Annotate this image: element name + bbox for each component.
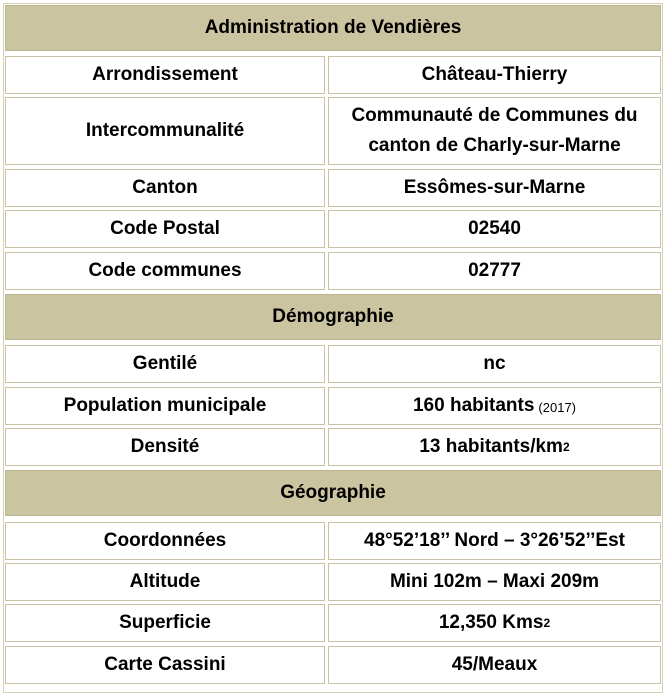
- section-title: Géographie: [5, 470, 661, 516]
- row-value: Château-Thierry: [328, 56, 661, 94]
- row-value: 48°52’18’’ Nord – 3°26’52’’Est: [328, 522, 661, 560]
- row-value-line1: Communauté de Communes du: [351, 105, 638, 126]
- table-row-carte-cassini: [3, 646, 663, 684]
- densite-value: 13 habitants/km: [419, 436, 563, 457]
- population-year: (2017): [538, 400, 576, 415]
- table-row-code-communes: [3, 252, 663, 290]
- row-label: Carte Cassini: [5, 646, 325, 684]
- row-label: Population municipale: [5, 387, 325, 425]
- row-value: Mini 102m – Maxi 209m: [328, 563, 661, 601]
- table-row-arrondissement: [3, 56, 663, 94]
- section-header-geographie: [3, 470, 663, 516]
- row-label: Arrondissement: [5, 56, 325, 94]
- table-row-population: [3, 387, 663, 425]
- section-title: Démographie: [5, 294, 661, 340]
- population-value: 160 habitants: [412, 395, 535, 416]
- row-value: 13 habitants/km 2: [328, 428, 661, 466]
- table-row-superficie: [3, 604, 663, 642]
- row-value-line2: canton de Charly-sur-Marne: [368, 135, 621, 156]
- table-row-coordonnees: [3, 522, 663, 560]
- table-row-altitude: [3, 563, 663, 601]
- row-label: Altitude: [5, 563, 325, 601]
- row-label: Code Postal: [5, 210, 325, 248]
- section-title: Administration de Vendières: [5, 5, 661, 51]
- row-value: 02777: [328, 252, 661, 290]
- row-value: [328, 97, 661, 165]
- row-label: Gentilé: [5, 345, 325, 383]
- row-value: 45/Meaux: [328, 646, 661, 684]
- table-row-code-postal: [3, 210, 663, 248]
- row-label: Canton: [5, 169, 325, 207]
- row-value: Essômes-sur-Marne: [328, 169, 661, 207]
- table-row-gentile: [3, 345, 663, 383]
- table-row-densite: [3, 428, 663, 466]
- row-value: 12,350 Kms 2: [328, 604, 661, 642]
- row-label: Code communes: [5, 252, 325, 290]
- table-row-intercommunalite: [3, 97, 663, 165]
- row-value: nc: [328, 345, 661, 383]
- row-value: [328, 387, 661, 425]
- section-header-administration: [3, 5, 663, 51]
- table-row-canton: [3, 169, 663, 207]
- superficie-value: 12,350 Kms: [438, 612, 544, 633]
- row-label: Intercommunalité: [5, 97, 325, 165]
- row-label: Superficie: [5, 604, 325, 642]
- row-label: Coordonnées: [5, 522, 325, 560]
- row-label: Densité: [5, 428, 325, 466]
- row-value: 02540: [328, 210, 661, 248]
- section-header-demographie: [3, 294, 663, 340]
